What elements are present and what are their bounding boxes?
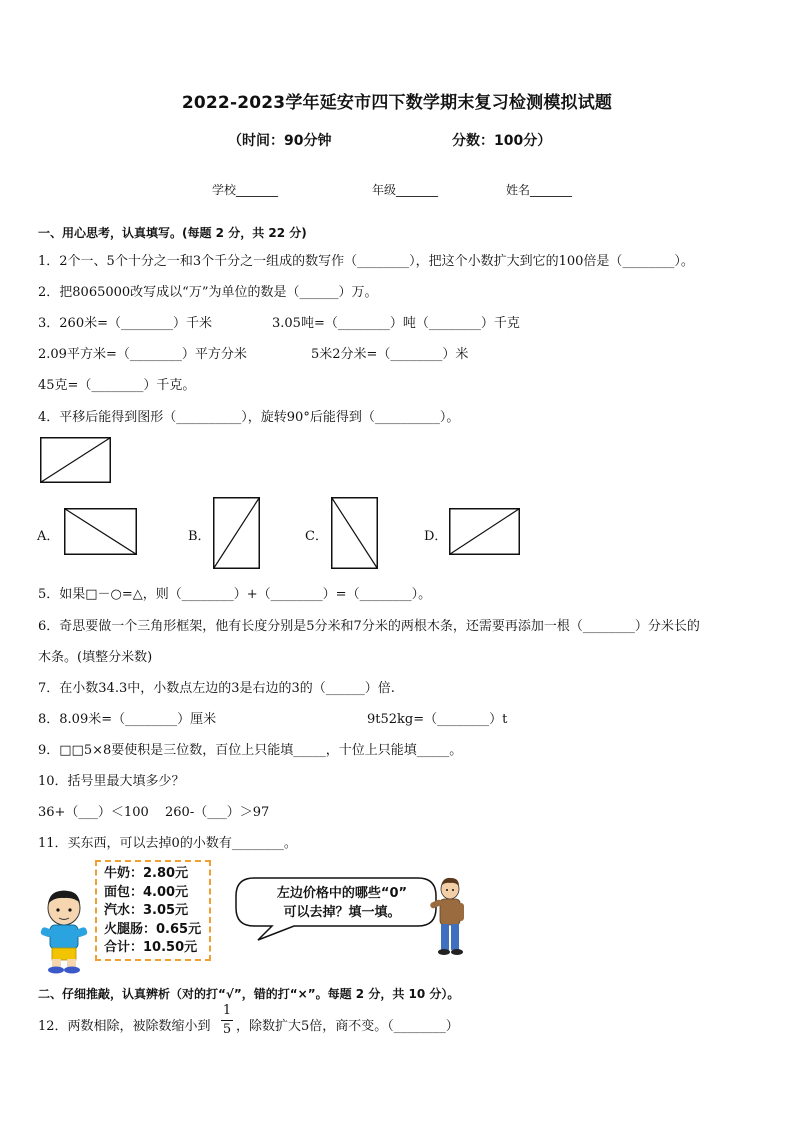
boy-illustration: [38, 888, 92, 974]
question-2: 2．把8065000改写成以“万”为单位的数是（______）万。: [38, 285, 378, 300]
original-figure: [40, 437, 112, 484]
page-title: 2022-2023学年延安市四下数学期末复习检测模拟试题: [181, 93, 613, 113]
price-soda: 汽水：3.05元: [104, 903, 189, 918]
question-12-part1: 12．两数相除，被除数缩小到: [38, 1019, 211, 1034]
bubble-line-1: 左边价格中的哪些“0”: [276, 886, 408, 901]
question-10: 10．括号里最大填多少？: [38, 774, 185, 789]
price-list: [95, 860, 211, 961]
option-a-label: A．: [37, 529, 60, 544]
option-c-figure: [331, 497, 379, 570]
option-c-label: C．: [305, 529, 328, 544]
teacher-illustration: [428, 876, 468, 958]
price-bread: 面包：4.00元: [104, 884, 189, 900]
question-6-line1: 6．奇思要做一个三角形框架，他有长度分别是5分米和7分米的两根木条，还需要再添加一根（________）分米长的: [38, 619, 700, 634]
question-3d: 5米2分米=（________）米: [311, 347, 469, 362]
price-total: 合计：10.50元: [104, 940, 198, 955]
question-8b: 9t52kg=（________）t: [367, 712, 508, 727]
school-field: 学校_______: [212, 183, 279, 197]
question-1: 1．2个一、5个十分之一和3个千分之一组成的数写作（________），把这个小数扩大到它的100倍是（________）。: [38, 254, 694, 269]
option-d-label: D．: [424, 529, 448, 544]
question-10b: 260-（___）＞97: [165, 805, 270, 820]
section-1-heading: 一、用心思考，认真填写。(每题 2 分，共 22 分): [38, 226, 307, 240]
question-6-line2: 木条。(填整分米数): [38, 650, 153, 665]
question-4: 4．平移后能得到图形（__________），旋转90°后能得到（__________）。: [38, 410, 460, 425]
question-3c: 2.09平方米=（________）平方分米: [38, 347, 247, 362]
price-milk: 牛奶：2.80元: [104, 866, 189, 881]
question-10a: 36+（___）＜100: [38, 805, 149, 820]
name-field: 姓名_______: [506, 183, 573, 197]
question-3a: 3．260米=（________）千米: [38, 316, 212, 331]
question-11: 11．买东西，可以去掉0的小数有________。: [38, 836, 297, 851]
exam-time: （时间：90分钟: [228, 133, 332, 149]
price-sausage: 火腿肠：0.65元: [104, 921, 202, 937]
option-a-figure: [64, 508, 138, 556]
option-b-label: B．: [188, 529, 211, 544]
grade-field: 年级_______: [372, 183, 439, 197]
fraction-one-fifth: [220, 1003, 234, 1038]
option-d-figure: [449, 508, 521, 556]
question-8a: 8．8.09米=（________）厘米: [38, 712, 217, 727]
section-2-heading: 二、仔细推敲，认真辨析（对的打“√”，错的打“×”。每题 2 分，共 10 分）。: [38, 987, 460, 1001]
fraction-denominator: 5: [222, 1022, 232, 1037]
fraction-numerator: 1: [222, 1003, 232, 1018]
question-12-part2: ，除数扩大5倍，商不变。（________）: [236, 1019, 459, 1034]
question-7: 7．在小数34.3中，小数点左边的3是右边的3的（______）倍.: [38, 681, 395, 696]
exam-score: 分数：100分）: [452, 133, 552, 149]
bubble-line-2: 可以去掉？填一填。: [283, 905, 401, 920]
option-b-figure: [213, 497, 261, 570]
fraction-bar: [221, 1020, 233, 1021]
question-5: 5．如果□－○=△，则（________）+（________）=（________）。: [38, 587, 432, 602]
question-3e: 45克=（________）千克。: [38, 378, 196, 393]
question-3b: 3.05吨=（________）吨（________）千克: [272, 316, 520, 331]
bubble-text: [247, 884, 437, 922]
question-9: 9．□□5×8要使积是三位数，百位上只能填_____，十位上只能填_____。: [38, 743, 463, 758]
